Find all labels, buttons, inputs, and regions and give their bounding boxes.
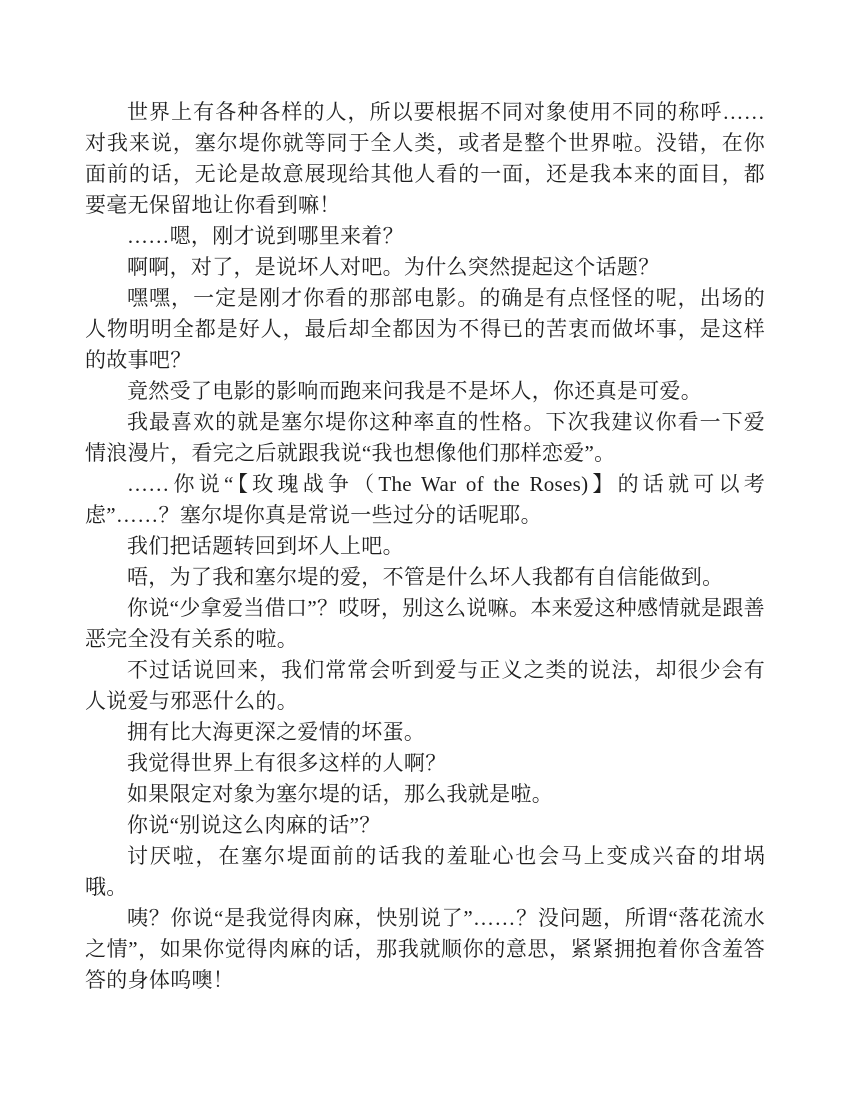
paragraph-17: 咦？你说“是我觉得肉麻，快别说了”……？没问题，所谓“落花流水之情”，如果你觉得肉麻的话，那我就顺你的意思，紧紧拥抱着你含羞答答的身体呜噢！ [85, 906, 765, 992]
paragraph-5: 竟然受了电影的影响而跑来问我是不是坏人，你还真是可爱。 [127, 379, 703, 403]
paragraph-2: ……嗯，刚才说到哪里来着？ [127, 224, 404, 248]
paragraph-13: 我觉得世界上有很多这样的人啊？ [127, 751, 447, 775]
paragraph-6: 我最喜欢的就是塞尔堤你这种率直的性格。下次我建议你看一下爱情浪漫片，看完之后就跟我说“我也想像他们那样恋爱”。 [85, 410, 765, 465]
paragraph-10: 你说“少拿爱当借口”？哎呀，别这么说嘛。本来爱这种感情就是跟善恶完全没有关系的啦。 [85, 596, 765, 651]
paragraph-7: ……你说“【玫瑰战争（The War of the Roses)】的话就可以考虑”……？塞尔堤你真是常说一些过分的话呢耶。 [85, 472, 765, 527]
paragraph-3: 啊啊，对了，是说坏人对吧。为什么突然提起这个话题？ [127, 255, 660, 279]
paragraph-11: 不过话说回来，我们常常会听到爱与正义之类的说法，却很少会有人说爱与邪恶什么的。 [85, 658, 765, 713]
paragraph-16: 讨厌啦，在塞尔堤面前的话我的羞耻心也会马上变成兴奋的坩埚哦。 [85, 844, 765, 899]
paragraph-14: 如果限定对象为塞尔堤的话，那么我就是啦。 [127, 782, 553, 806]
paragraph-15: 你说“别说这么肉麻的话”？ [127, 813, 381, 837]
paragraph-1: 世界上有各种各样的人，所以要根据不同对象使用不同的称呼……对我来说，塞尔堤你就等同于全人类，或者是整个世界啦。没错，在你面前的话，无论是故意展现给其他人看的一面，还是我本来的面目，都要毫无保留地让你看到嘛！ [85, 100, 765, 217]
paragraph-9: 唔，为了我和塞尔堤的爱，不管是什么坏人我都有自信能做到。 [127, 565, 724, 589]
paragraph-12: 拥有比大海更深之爱情的坏蛋。 [127, 720, 426, 744]
paragraph-8: 我们把话题转回到坏人上吧。 [127, 534, 404, 558]
paragraph-4: 嘿嘿，一定是刚才你看的那部电影。的确是有点怪怪的呢，出场的人物明明全都是好人，最后却全都因为不得已的苦衷而做坏事，是这样的故事吧？ [85, 286, 765, 372]
